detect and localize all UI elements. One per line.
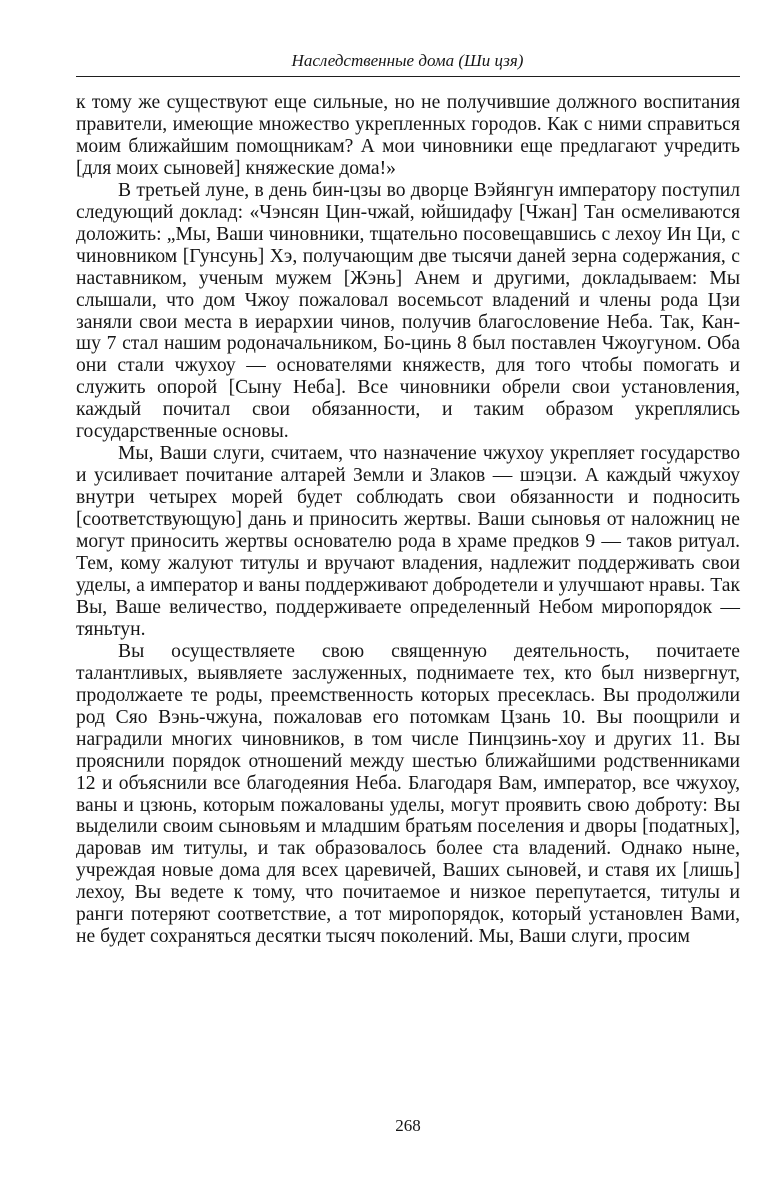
paragraph: В третьей луне, в день бин-цзы во дворце Вэйянгун императору поступил следующий доклад: «Чэнсян Цин-чжай, юйшидафу [Чжан] Тан осмеливаются доложить: „Мы, Ваши чиновники, тщательно посовещавшись с лехоу Ин Ци, с чиновником [Гунсунь] Хэ, получающим две тысячи даней зерна содержания, с наставником, ученым мужем [Жэнь] Анем и другими, докладываем: Мы слышали, что дом Чжоу пожаловал восемьсот владений и члены рода Цзи заняли свои места в иерархии чинов, получив благословение Неба. Так, Кан-шу 7 стал нашим родоначальником, Бо-цинь 8 был поставлен Чжоугуном. Оба они стали чжухоу — основателями княжеств, для того чтобы помогать и служить опорой [Сыну Неба]. Все чиновники обрели свои установления, каждый почитал свои обязанности, и таким образом укреплялись государственные основы. (76, 179, 740, 443)
main-text (76, 92, 740, 948)
header-rule (76, 76, 740, 77)
paragraph-continued: к тому же существуют еще сильные, но не получившие должного воспитания правители, имеющие множество укрепленных городов. Как с ними справиться моим ближайшим помощникам? А мои чиновники еще предлагают учредить [для моих сыновей] княжеские дома!» (76, 92, 740, 179)
running-header: Наследственные дома (Ши цзя) (291, 51, 524, 70)
paragraph: Мы, Ваши слуги, считаем, что назначение чжухоу укрепляет государство и усиливает почитание алтарей Земли и Злаков — шэцзи. А каждый чжухоу внутри четырех морей будет соблюдать свои обязанности и подносить [соответствующую] дань и приносить жертвы. Ваши сыновья от наложниц не могут приносить жертвы основателю рода в храме предков 9 — таков ритуал. Тем, кому жалуют титулы и вручают владения, надлежит поддерживать свои уделы, а император и ваны поддерживают добродетели и улучшают нравы. Так Вы, Ваше величество, поддерживаете определенный Небом миропорядок — тяньтун. (76, 443, 740, 640)
page-number: 268 (395, 1116, 421, 1135)
paragraph: Вы осуществляете свою священную деятельность, почитаете талантливых, выявляете заслуженных, поднимаете тех, кто был низвергнут, продолжаете те роды, преемственность которых пресеклась. Вы продолжили род Сяо Вэнь-чжуна, пожаловав его потомкам Цзань 10. Вы поощрили и наградили многих чиновников, в том числе Пинцзинь-хоу и других 11. Вы прояснили порядок отношений между шестью ближайшими родственниками 12 и объяснили все благодеяния Неба. Благодаря Вам, император, все чжухоу, ваны и цзюнь, которым пожалованы уделы, могут проявить свою доброту: Вы выделили своим сыновьям и младшим братьям поселения и дворы [податных], даровав им титулы, и так образовалось более ста владений. Однако ныне, учреждая новые дома для всех царевичей, Ваших сыновей, и ставя их [лишь] лехоу, Вы ведете к тому, что почитаемое и низкое перепутается, титулы и ранги потеряют соответствие, а тот миропорядок, который установлен Вами, не будет сохраняться десятки тысяч поколений. Мы, Ваши слуги, просим (76, 640, 740, 948)
